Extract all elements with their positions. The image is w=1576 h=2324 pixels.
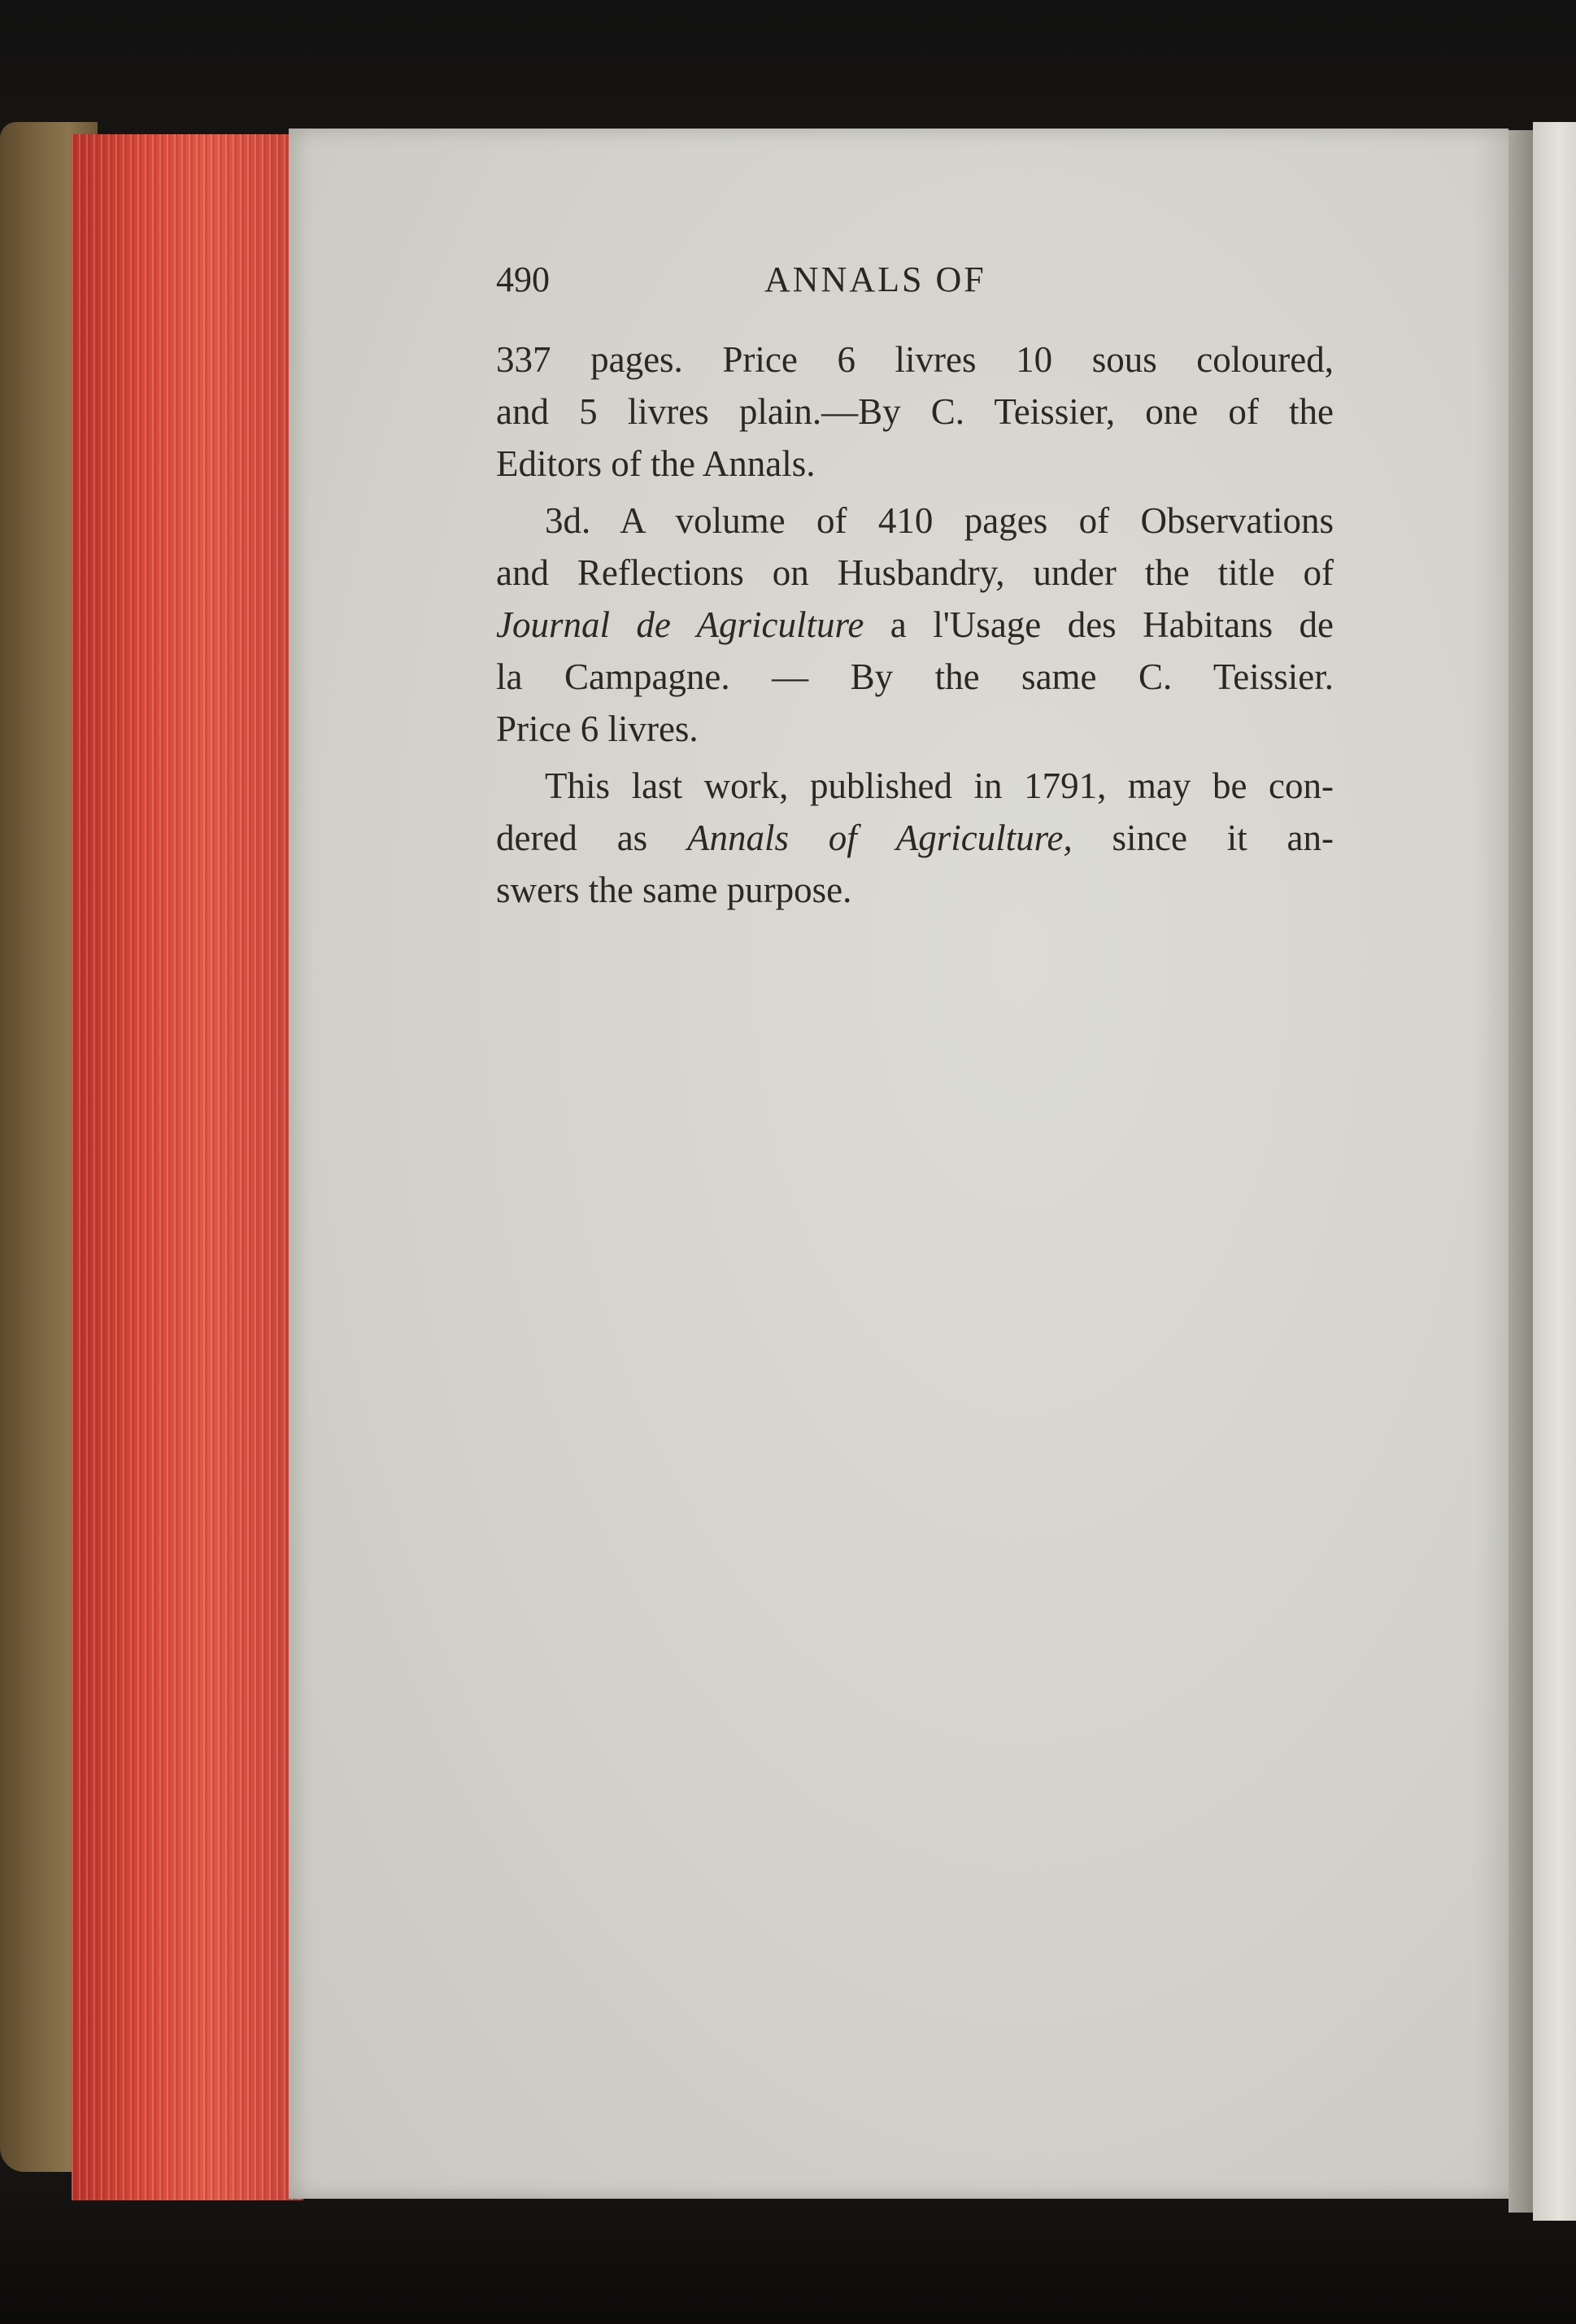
text-fragment: a l'Usage des Habitans de xyxy=(890,604,1334,645)
running-head-title: ANNALS OF xyxy=(764,259,986,299)
text-line-with-italic xyxy=(496,599,1334,651)
body-text xyxy=(496,334,1334,916)
text-fragment: dered as xyxy=(496,818,648,858)
italic-title: Annals of Agriculture, xyxy=(686,818,1073,858)
text-line: This last work, published in 1791, may be con- xyxy=(545,765,1334,806)
text-line-with-italic xyxy=(496,812,1334,864)
italic-title: Journal de Agriculture xyxy=(496,604,864,645)
text-line: 3d. A volume of 410 pages of Observations xyxy=(545,500,1334,541)
facing-page-edge xyxy=(1533,122,1576,2221)
text-line: Price 6 livres. xyxy=(496,709,699,749)
page-number: 490 xyxy=(496,259,550,299)
text-line: swers the same purpose. xyxy=(496,870,852,910)
book-gutter xyxy=(1509,130,1533,2213)
text-fragment: since it an- xyxy=(1112,818,1334,858)
running-head xyxy=(496,259,1334,307)
text-line: la Campagne. — By the same C. Teissier. xyxy=(496,656,1334,697)
text-line: 337 pages. Price 6 livres 10 sous coloured, xyxy=(496,339,1334,380)
text-line: and 5 livres plain.—By C. Teissier, one of the xyxy=(496,391,1334,432)
red-page-edges xyxy=(72,134,303,2200)
text-line: Editors of the Annals. xyxy=(496,443,816,484)
text-line: and Reflections on Husbandry, under the title of xyxy=(496,552,1334,593)
